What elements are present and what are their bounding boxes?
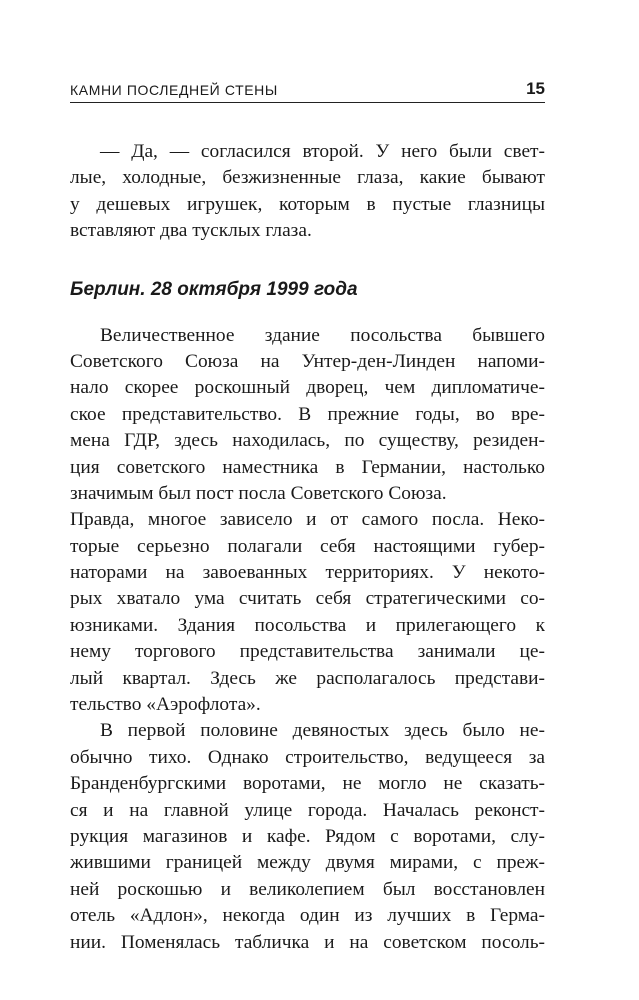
running-header bbox=[70, 72, 545, 103]
page-number: 15 bbox=[526, 79, 545, 98]
text-line: ское представительство. В прежние годы, во вре- bbox=[70, 403, 545, 425]
text-line: юзниками. Здания посольства и прилегающего к bbox=[70, 614, 545, 636]
paragraph-nineties bbox=[70, 718, 545, 956]
paragraph-embassy bbox=[70, 323, 545, 719]
text-line: Величественное здание посольства бывшего bbox=[100, 324, 545, 346]
text-line: ней роскошью и великолепием был восстановлен bbox=[70, 878, 545, 900]
paragraph-dialogue bbox=[70, 139, 545, 245]
text-line: наторами на завоеванных территориях. У некото- bbox=[70, 562, 545, 584]
text-line: тельство «Аэрофлота». bbox=[70, 694, 261, 716]
text-line: отель «Адлон», некогда один из лучших в Герма- bbox=[70, 905, 545, 927]
section-heading: Берлин. 28 октября 1999 года bbox=[70, 278, 358, 300]
text-line: ция советского наместника в Германии, настолько bbox=[70, 456, 545, 478]
text-line: Советского Союза на Унтер-ден-Линден напоми- bbox=[70, 350, 545, 372]
text-line: рых хватало ума считать себя стратегическими со- bbox=[70, 588, 545, 610]
text-line: торые серьезно полагали себя настоящими губер- bbox=[70, 535, 545, 557]
book-page bbox=[70, 72, 545, 956]
text-line: вставляют два тусклых глаза. bbox=[70, 220, 312, 242]
text-line: — Да, — согласился второй. У него были свет- bbox=[100, 141, 545, 162]
text-line: ся и на главной улице города. Началась реконст- bbox=[70, 799, 545, 821]
text-line: нало скорее роскошный дворец, чем дипломатиче- bbox=[70, 377, 545, 399]
text-line: нии. Поменялась табличка и на советском посоль- bbox=[70, 931, 545, 953]
text-line: рукция магазинов и кафе. Рядом с воротами, слу- bbox=[70, 825, 545, 847]
text-line: обычно тихо. Однако строительство, ведущееся за bbox=[70, 746, 545, 768]
text-line: Бранденбургскими воротами, не могло не сказать- bbox=[70, 773, 545, 795]
text-line: мена ГДР, здесь находилась, по существу, резиден- bbox=[70, 430, 545, 452]
text-line: у дешевых игрушек, которым в пустые глазницы bbox=[70, 193, 545, 215]
text-line: В первой половине девяностых здесь было не- bbox=[100, 720, 545, 742]
text-line: лые, холодные, безжизненные глаза, какие бывают bbox=[70, 167, 545, 189]
text-line: нему торгового представительства занимали це- bbox=[70, 641, 545, 663]
text-line: жившими границей между двумя мирами, с преж- bbox=[70, 852, 545, 874]
running-title: КАМНИ ПОСЛЕДНЕЙ СТЕНЫ bbox=[70, 82, 278, 98]
text-line: лый квартал. Здесь же располагалось представи- bbox=[70, 667, 545, 689]
text-line: значимым был пост посла Советского Союза. bbox=[70, 482, 447, 504]
text-line: Правда, многое зависело и от самого посла. Неко- bbox=[70, 509, 545, 531]
